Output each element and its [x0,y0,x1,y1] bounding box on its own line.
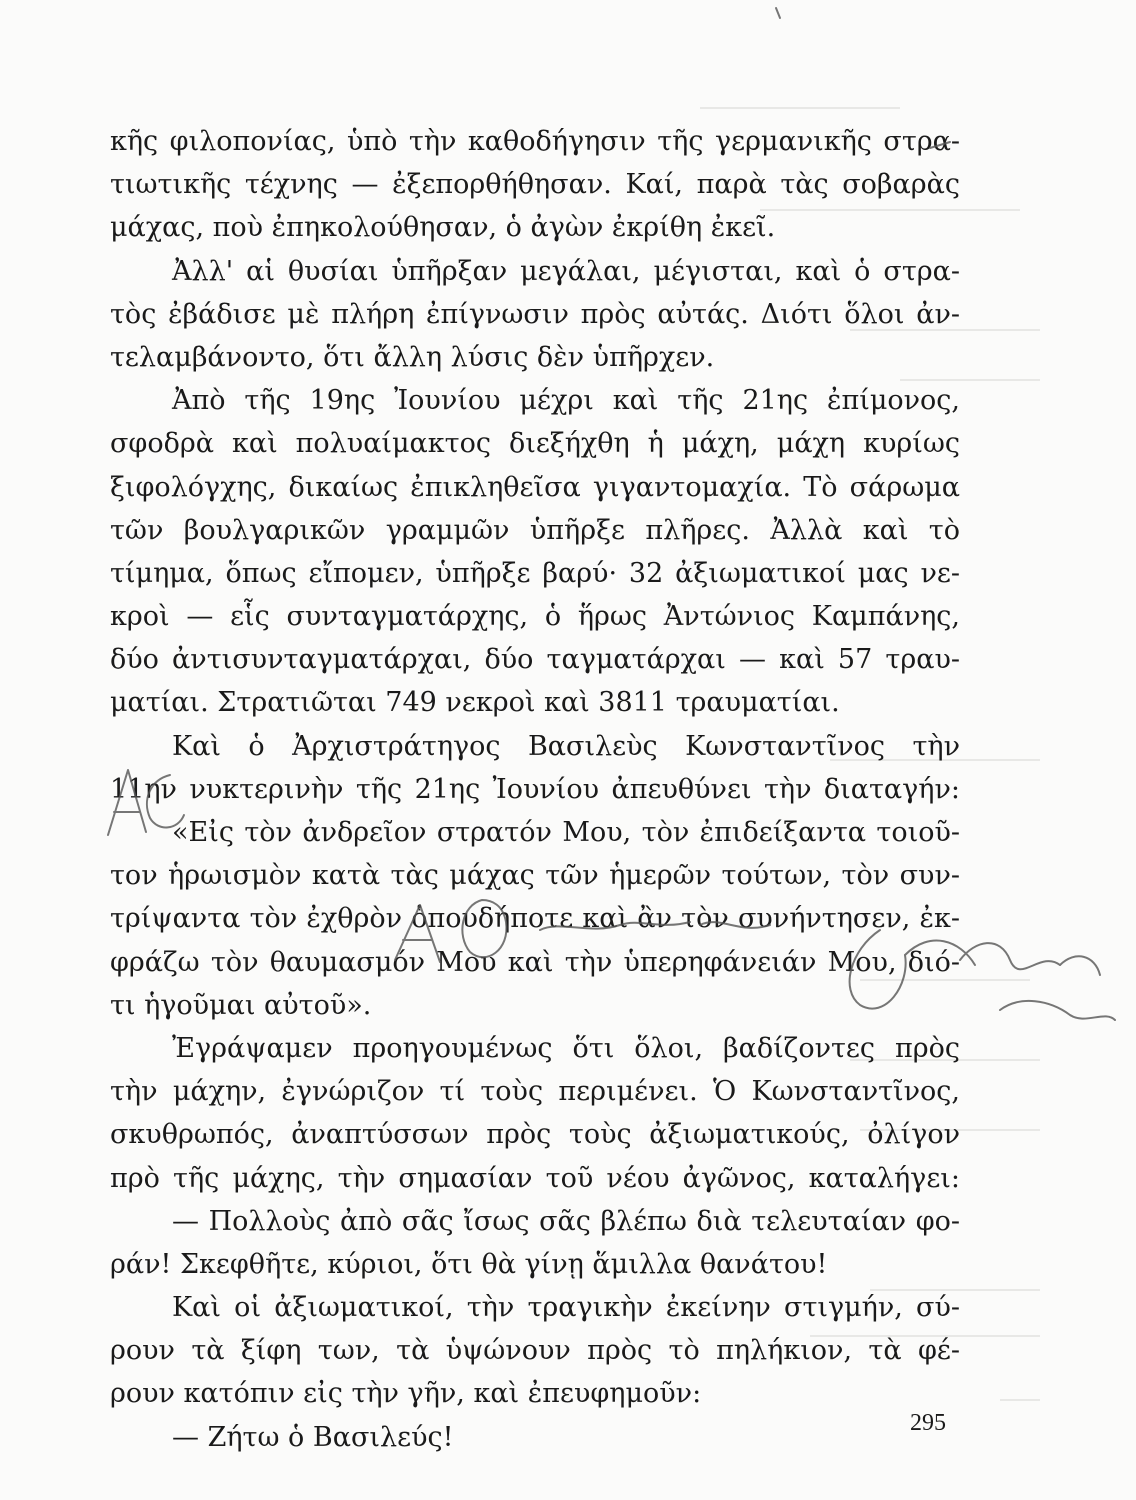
text-line: κροὶ — εἷς συνταγματάρχης, ὁ ἥρως Ἀντώνιος Καμπάνης, [110,601,960,633]
text-line: τον ἡρωισμὸν κατὰ τὰς μάχας τῶν ἡμερῶν τούτων, τὸν συν- [110,860,960,892]
text-line: τι ἡγοῦμαι αὐτοῦ». [110,989,372,1021]
text-line: τὴν μάχην, ἐγνώριζον τί τοὺς περιμένει. Ὁ Κωνσταντῖνος, [110,1076,960,1108]
text-line: πρὸ τῆς μάχης, τὴν σημασίαν τοῦ νέου ἀγῶνος, καταλήγει: [110,1162,960,1194]
text-line: Ἀλλ' αἱ θυσίαι ὑπῆρξαν μεγάλαι, μέγισται, καὶ ὁ στρα- [172,255,960,287]
text-line: σφοδρὰ καὶ πολυαίμακτος διεξήχθη ἡ μάχη, μάχη κυρίως [110,428,960,460]
text-line: 11ην νυκτερινὴν τῆς 21ης Ἰουνίου ἀπευθύνει τὴν διαταγήν: [110,773,960,805]
text-line: ράν! Σκεφθῆτε, κύριοι, ὅτι θὰ γίνῃ ἅμιλλα θανάτου! [110,1248,828,1280]
text-line: Καὶ οἱ ἀξιωματικοί, τὴν τραγικὴν ἐκείνην στιγμήν, σύ- [172,1292,960,1324]
text-line: τίμημα, ὅπως εἴπομεν, ὑπῆρξε βαρύ· 32 ἀξιωματικοί μας νε- [110,557,960,589]
text-line: τῶν βουλγαρικῶν γραμμῶν ὑπῆρξε πλῆρες. Ἀλλὰ καὶ τὸ [110,514,960,546]
text-line: — Ζήτω ὁ Βασιλεύς! [172,1421,454,1453]
text-line: ματίαι. Στρατιῶται 749 νεκροὶ καὶ 3811 τραυματίαι. [110,687,840,719]
text-line: δύο ἀντισυνταγματάρχαι, δύο ταγματάρχαι — καὶ 57 τραυ- [110,644,960,676]
text-line: κῆς φιλοπονίας, ὑπὸ τὴν καθοδήγησιν τῆς γερμανικῆς στρα- [110,126,960,157]
text-line: σκυθρωπός, ἀναπτύσσων πρὸς τοὺς ἀξιωματικούς, ὀλίγον [110,1119,960,1151]
body-text [110,120,960,1459]
text-line: φράζω τὸν θαυμασμόν Μου καὶ τὴν ὑπερηφάνειάν Μου, διό- [110,946,960,978]
text-line: Καὶ ὁ Ἀρχιστράτηγος Βασιλεὺς Κωνσταντῖνος τὴν [172,730,960,762]
text-line: — Πολλοὺς ἀπὸ σᾶς ἴσως σᾶς βλέπω διὰ τελευταίαν φο- [172,1205,960,1237]
text-line: τελαμβάνοντο, ὅτι ἄλλη λύσις δὲν ὑπῆρχεν. [110,341,715,373]
text-line: ρουν κατόπιν εἰς τὴν γῆν, καὶ ἐπευφημοῦν: [110,1378,702,1410]
text-line: ξιφολόγχης, δικαίως ἐπικληθεῖσα γιγαντομαχία. Τὸ σάρωμα [110,471,960,503]
text-line: ρουν τὰ ξίφη των, τὰ ὑψώνουν πρὸς τὸ πηλήκιον, τὰ φέ- [110,1335,960,1367]
text-line: τὸς ἐβάδισε μὲ πλήρη ἐπίγνωσιν πρὸς αὐτάς. Διότι ὅλοι ἀν- [110,298,960,330]
text-line: τρίψαντα τὸν ἐχθρὸν ὁπουδήποτε καὶ ἂν τὸν συνήντησεν, ἐκ- [110,903,960,935]
text-line: τιωτικῆς τέχνης — ἐξεπορθήθησαν. Καί, παρὰ τὰς σοβαρὰς [110,169,960,201]
text-line: «Εἰς τὸν ἀνδρεῖον στρατόν Μου, τὸν ἐπιδείξαντα τοιοῦ- [172,817,960,848]
text-line: Ἀπὸ τῆς 19ης Ἰουνίου μέχρι καὶ τῆς 21ης ἐπίμονος, [172,385,960,417]
text-line: μάχας, ποὺ ἐπηκολούθησαν, ὁ ἀγὼν ἐκρίθη ἐκεῖ. [110,212,776,244]
text-line: Ἐγράψαμεν προηγουμένως ὅτι ὅλοι, βαδίζοντες πρὸς [172,1032,960,1064]
page-number: 295 [910,1410,946,1436]
